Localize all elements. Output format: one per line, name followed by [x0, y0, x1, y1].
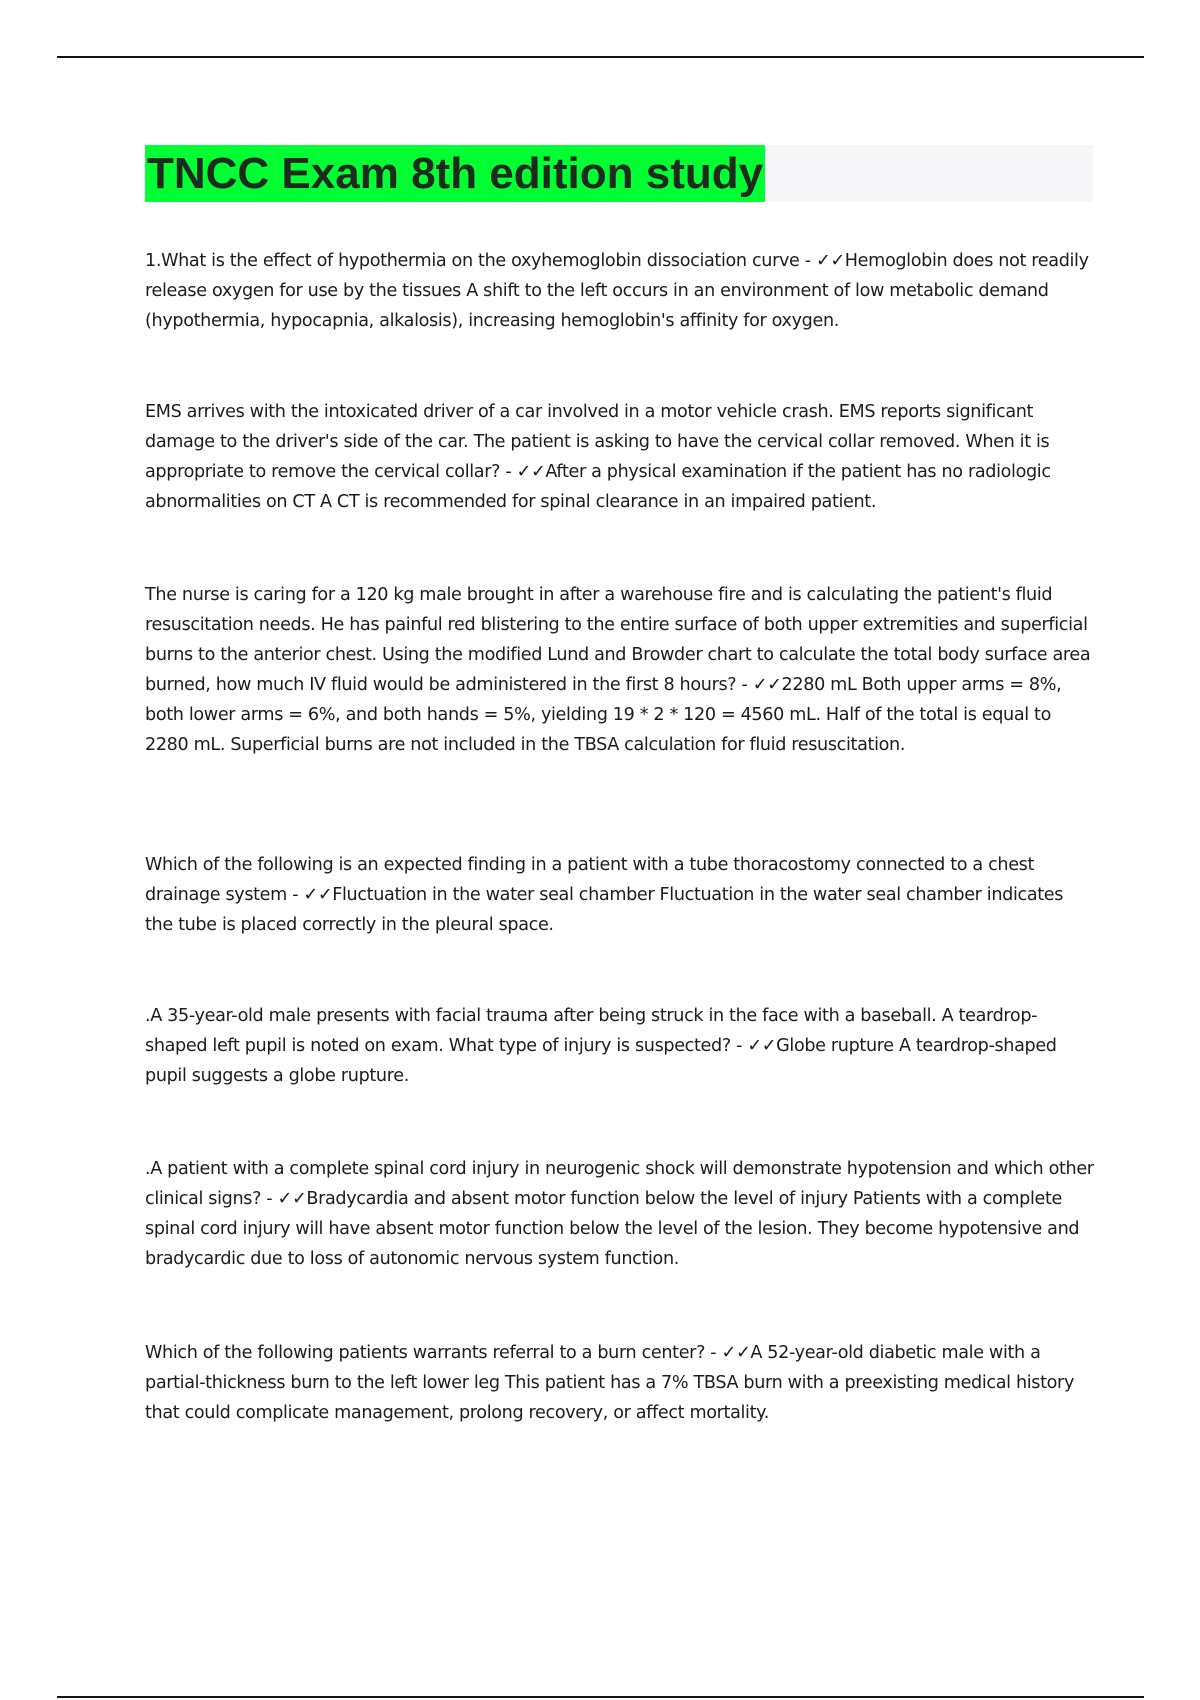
qa-item-3	[145, 580, 1095, 760]
answer-marker: - ✓✓	[261, 1189, 307, 1209]
question-text: .A 35-year-old male presents with facial trauma after being struck in the face with a baseball. A teardrop-shaped left pupil is noted on exam. What type of injury is suspected?	[145, 1006, 1038, 1056]
question-text: Which of the following patients warrants referral to a burn center?	[145, 1343, 706, 1363]
bottom-rule	[57, 1696, 1144, 1698]
answer-marker: - ✓✓	[736, 675, 782, 695]
qa-item-6	[145, 1154, 1095, 1274]
answer-text: 2280 mL Both upper arms = 8%, both lower arms = 6%, and both hands = 5%, yielding 19 * 2 * 120 = 4560 mL. Half of the total is equal to 2280 mL. Superficial burns are not included in the TBSA calculation for fluid resuscitation.	[145, 675, 1062, 755]
answer-marker: - ✓✓	[730, 1036, 777, 1056]
answer-text: A 52-year-old diabetic male with a partial-thickness burn to the left lower leg This patient has a 7% TBSA burn with a preexisting medical history that could complicate management, prolong recovery, or affect mortality.	[145, 1343, 1075, 1423]
question-text: Which of the following is an expected finding in a patient with a tube thoracostomy connected to a chest drainage system	[145, 855, 1035, 905]
qa-item-1	[145, 246, 1095, 336]
question-text: EMS arrives with the intoxicated driver of a car involved in a motor vehicle crash. EMS reports significant damage to the driver's side of the car. The patient is asking to have the cervical collar removed. When it is appropriate to remove the cervical collar?	[145, 402, 1050, 482]
qa-item-5	[145, 1001, 1095, 1091]
answer-text: Globe rupture A teardrop-shaped pupil suggests a globe rupture.	[145, 1036, 1057, 1086]
answer-marker: - ✓✓	[705, 1343, 751, 1363]
qa-item-2	[145, 397, 1095, 517]
title-band	[145, 145, 1093, 202]
answer-text: After a physical examination if the patient has no radiologic abnormalities on CT A CT is recommended for spinal clearance in an impaired patient.	[145, 462, 1051, 512]
answer-marker: - ✓✓	[500, 462, 546, 482]
answer-text: Hemoglobin does not readily release oxygen for use by the tissues A shift to the left occurs in an environment of low metabolic demand (hypothermia, hypocapnia, alkalosis), increasing hemoglobin's affinity for oxygen.	[145, 251, 1089, 331]
qa-item-7	[145, 1338, 1095, 1428]
answer-text: Fluctuation in the water seal chamber Fluctuation in the water seal chamber indicates the tube is placed correctly in the pleural space.	[145, 885, 1064, 935]
answer-text: Bradycardia and absent motor function below the level of injury Patients with a complete spinal cord injury will have absent motor function below the level of the lesion. They become hypotensive and bradycardic due to loss of autonomic nervous system function.	[145, 1189, 1080, 1269]
qa-item-4	[145, 850, 1095, 940]
question-text: 1.What is the effect of hypothermia on the oxyhemoglobin dissociation curve	[145, 251, 800, 271]
question-text: The nurse is caring for a 120 kg male brought in after a warehouse fire and is calculating the patient's fluid resuscitation needs. He has painful red blistering to the entire surface of both upper extremities and superficial burns to the anterior chest. Using the modified Lund and Browder chart to calculate the total body surface area burned, how much IV fluid would be administered in the first 8 hours?	[145, 585, 1091, 695]
page-title: TNCC Exam 8th edition study	[145, 145, 765, 202]
top-rule	[57, 56, 1144, 58]
answer-marker: - ✓✓	[286, 885, 333, 905]
answer-marker: - ✓✓	[799, 251, 845, 271]
question-text: .A patient with a complete spinal cord injury in neurogenic shock will demonstrate hypotension and which other clinical signs?	[145, 1159, 1094, 1209]
